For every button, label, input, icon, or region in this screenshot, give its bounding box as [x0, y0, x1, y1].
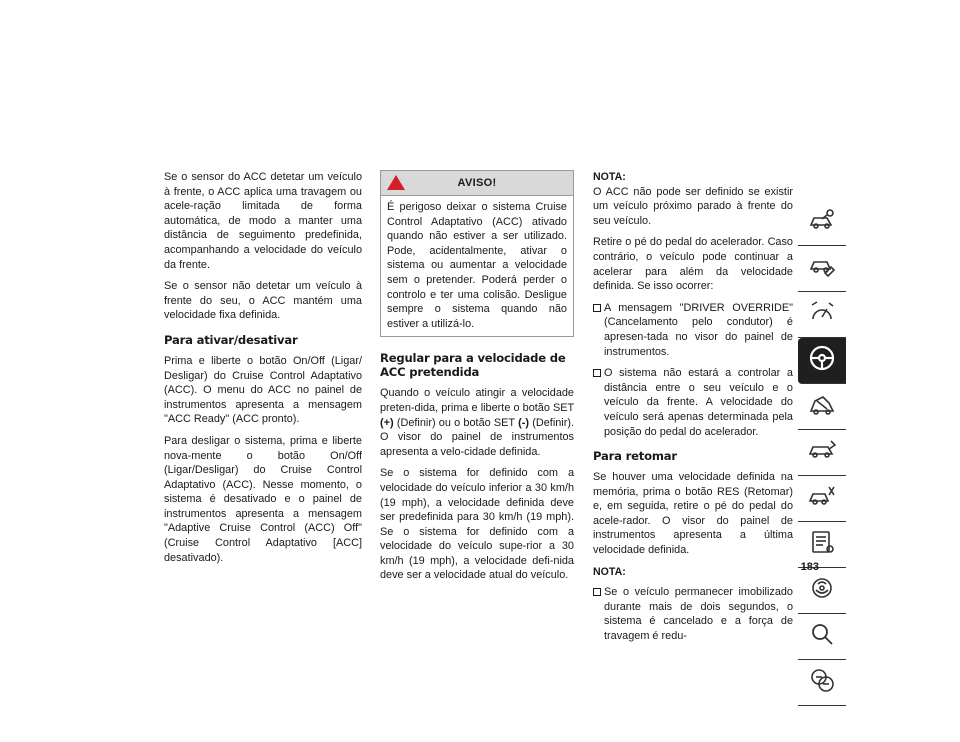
tab-starting-and-operating[interactable]: [798, 338, 846, 384]
note-text: O ACC não pode ser definido se existir um veículo próximo parado à frente do seu veículo.: [593, 185, 793, 227]
column-right: [593, 170, 793, 651]
tab-instrument-cluster[interactable]: [798, 292, 846, 338]
section-heading: Regular para a velocidade de ACC pretendida: [380, 351, 566, 380]
tab-languages[interactable]: [798, 660, 846, 706]
bullet-square-icon: [593, 588, 601, 596]
tab-vehicle-key[interactable]: [798, 200, 846, 246]
list-item-text: Se o veículo permanecer imobilizado durante mais de dois segundos, o sistema é cancelado e a força de travagem é redu-: [604, 586, 793, 643]
bullet-square-icon: [593, 304, 601, 312]
languages-icon: [807, 665, 837, 700]
safety-icon: [807, 389, 837, 424]
vehicle-info-icon: [807, 251, 837, 286]
chapter-tabs: [798, 200, 846, 706]
warning-title: AVISO!: [457, 177, 497, 189]
note-label: NOTA:: [593, 565, 626, 578]
paragraph: Se houver uma velocidade definida na memória, prima o botão RES (Retomar) e, em seguida, retire o pé do pedal do acele-rador. O visor do painel de instrumentos apresenta a última velocidade definida.: [593, 471, 793, 557]
maintenance-icon: [807, 481, 837, 516]
paragraph: Prima e liberte o botão On/Off (Ligar/ Desligar) do Cruise Control Adaptativo (ACC). O menu do ACC no painel de instrumentos apresenta a mensagem "ACC Ready" (ACC pronto).: [164, 354, 362, 426]
list-item: [593, 301, 793, 359]
note-label: NOTA:: [593, 171, 626, 183]
paragraph: Retire o pé do pedal do acelerador. Caso contrário, o veículo pode continuar a acelerar para além da velocidade definida. Se isso ocorrer:: [593, 236, 793, 293]
specifications-icon: [807, 527, 837, 562]
vehicle-key-icon: [807, 205, 837, 240]
paragraph: Se o sensor do ACC detetar um veículo à frente, o ACC aplica uma travagem ou acele-ração limitada de forma automática, de modo a manter uma distância de seguimento predefinida, acompanhando a velocidade do veículo da frente.: [164, 171, 362, 271]
list-item: [593, 585, 793, 643]
instrument-cluster-icon: [807, 297, 837, 332]
column-left: [164, 170, 362, 572]
warning-header: [381, 171, 573, 196]
paragraph: [380, 386, 574, 459]
tab-safety[interactable]: [798, 384, 846, 430]
tab-maintenance[interactable]: [798, 476, 846, 522]
vehicle-start-icon: [807, 435, 837, 470]
tab-multimedia[interactable]: [798, 568, 846, 614]
list-item: [593, 366, 793, 439]
paragraph: Para desligar o sistema, prima e liberte nova-mente o botão On/Off (Ligar/Desligar) do Cruise Control Adaptativo (ACC). Nesse momento, o sistema é desativado e o painel de instrumentos apresenta a mensagem "Adaptive Cruise Control (ACC) Off" (Cruise Control Adaptativo [ACC] desativado).: [164, 434, 362, 564]
warning-text: É perigoso deixar o sistema Cruise Control Adaptativo (ACC) ativado quando não estiver a ser utilizado. Pode, acidentalmente, ativar o sistema ou aumentar a velocidade sem o pretender. Poderá perder o controlo e ter uma colisão. Desligue sempre o sistema quando não estiver a utilizá-lo.: [387, 201, 567, 330]
section-heading: Para ativar/desativar: [164, 332, 298, 347]
set-minus-label: (-): [518, 416, 530, 429]
text-run: Quando o veículo atingir a velocidade preten-dida, prima e liberte o botão SET: [380, 387, 574, 414]
set-plus-label: (+): [380, 416, 394, 429]
warning-box: [380, 170, 574, 337]
list-item-text: O sistema não estará a controlar a distância entre o seu veículo e o veículo da frente. A velocidade do veículo será apenas determinada pela posição do pedal do acelerador.: [604, 367, 793, 438]
steering-wheel-icon: [807, 343, 837, 378]
text-run: (Definir) ou o botão SET: [393, 416, 519, 429]
section-heading: Para retomar: [593, 449, 677, 464]
bullet-square-icon: [593, 369, 601, 377]
column-middle: [380, 170, 574, 590]
search-index-icon: [807, 619, 837, 654]
multimedia-icon: [807, 573, 837, 608]
paragraph: Se o sensor não detetar um veículo à frente do seu, o ACC mantém uma velocidade fixa definida.: [164, 280, 362, 322]
text-run: (Definir). O visor do painel de instrumentos apresenta a velo-cidade definida.: [380, 416, 574, 458]
tab-vehicle-info[interactable]: [798, 246, 846, 292]
tab-vehicle-start[interactable]: [798, 430, 846, 476]
paragraph: Se o sistema for definido com a velocidade do veículo inferior a 30 km/h (19 mph), a velocidade definida deve ser predefinida para 30 km/h (19 mph). Se o sistema for definido com a velocidade do veículo supe-rior a 30 km/h (19 mph), a velocidade defi-nida deve ser a velocidade atual do veículo.: [380, 467, 574, 582]
page-number: 183: [800, 561, 819, 573]
list-item-text: A mensagem "DRIVER OVERRIDE" (Cancelamento pelo condutor) é apresen-tada no visor do painel de instrumentos.: [604, 301, 793, 358]
tab-index[interactable]: [798, 614, 846, 660]
